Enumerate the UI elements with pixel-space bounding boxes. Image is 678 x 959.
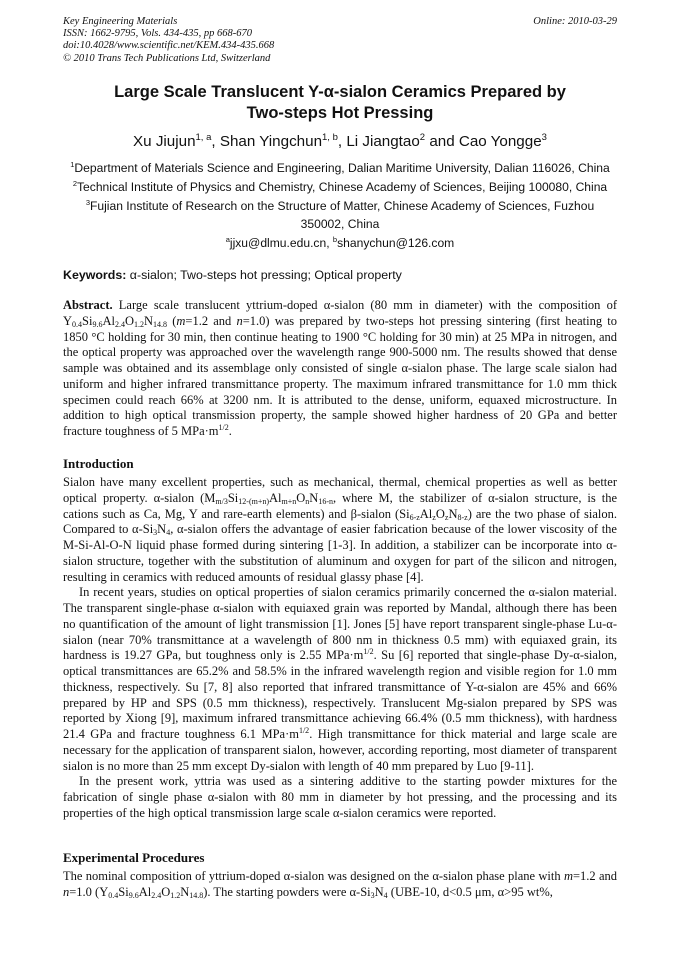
introduction-body [63, 475, 617, 822]
abstract-text: Si [82, 313, 93, 328]
abstract-text: =1.2 and [185, 313, 237, 328]
body-text: N [374, 884, 384, 899]
body-text: =1.2 and [572, 869, 617, 883]
author-separator: , [211, 133, 220, 150]
body-text: O [296, 490, 306, 505]
affiliation-text: Technical Institute of Physics and Chemistry, Chinese Academy of Sciences, Beijing 100080, China [77, 180, 608, 195]
body-text: N [448, 506, 458, 521]
subscript: n [305, 496, 310, 506]
subscript: 3 [370, 890, 375, 900]
introduction-paragraph-1 [63, 475, 617, 585]
body-text: Si [118, 884, 129, 899]
paper-title-line-2: Two-steps Hot Pressing [246, 104, 434, 122]
author-superscript: 2 [419, 132, 426, 143]
variable-m: m [563, 869, 573, 883]
affiliation-2 [63, 179, 617, 196]
body-text: Si [227, 490, 239, 505]
body-text: , α-sialon offers the advantage of easier fabrication because of the lower viscosity of the M-Si-Al-O-N liquid phase formed during sintering [1-3]. In addition, a stabilizer can be incorporate into α-sialon structure, together with the substitution of aluminum and oxygen for part of the silicon and nitrogen, resulting in ceramics with reduced amounts of residual glassy phase [4]. [63, 522, 617, 584]
subscript: 2.4 [114, 319, 125, 329]
abstract-text: O [124, 313, 134, 328]
body-text: In recent years, studies on optical properties of sialon ceramics primarily concerned the α-sialon material. The transparent single-phase α-sialon with equiaxed grain was reported by Mandal, although there has been no quantification of the amount of light transmission [1]. Jones [5] have report transparent single-phase Lu-α-sialon (near 70% transmittance at a wavelength of 800 nm in thickness 0.5 mm) with equiaxed grain, its hardness is 19.27 GPa, but toughness only is 2.55 MPa·m [63, 585, 617, 663]
body-text: Al [269, 490, 282, 505]
affiliation-text: Department of Materials Science and Engineering, Dalian Maritime University, Dalian 116026, China [74, 161, 610, 175]
paper-title-line-1: Large Scale Translucent Y-α-sialon Ceramics Prepared by [114, 83, 566, 101]
introduction-heading: Introduction [63, 456, 134, 471]
affiliation-marker: 2 [72, 179, 77, 189]
abstract-text: . [228, 424, 232, 438]
journal-header [63, 16, 617, 65]
keywords-text: α-sialon; Two-steps hot pressing; Optical property [129, 268, 402, 282]
abstract-paragraph [63, 298, 617, 440]
variable-n: n [236, 313, 243, 328]
subscript: 2.4 [151, 890, 162, 900]
variable-n: n [63, 884, 70, 899]
body-text: N [180, 884, 190, 899]
abstract-text: ( [167, 313, 177, 328]
subscript: z [444, 512, 449, 522]
subscript: 0.4 [108, 890, 119, 900]
body-text: =1.0 (Y [69, 884, 109, 899]
author-list [63, 132, 617, 152]
affiliation-list [63, 160, 617, 254]
subscript: z [432, 512, 436, 522]
author-separator: and [425, 133, 459, 150]
body-text: ). The starting powders were α-Si [203, 884, 371, 899]
email-address[interactable]: jjxu@dlmu.edu.cn, [229, 235, 333, 250]
body-text: . High transmittance for thick material and large scale are necessary for the application of transparent sialon, however, according reporting, most diameter of transparent sialon is no more than 25 mm except Dy-sialon with length of 40 mm prepared by Luo [9-11]. [63, 727, 617, 773]
body-text: (UBE-10, d<0.5 μm, α>95 wt%, [387, 884, 553, 899]
copyright-line: © 2010 Trans Tech Publications Ltd, Switzerland [63, 52, 271, 64]
subscript: 4 [166, 528, 171, 538]
affiliation-marker: 1 [70, 160, 75, 169]
body-text: N [309, 490, 319, 505]
subscript: 3 [153, 528, 158, 538]
subscript: 14.8 [153, 319, 168, 329]
subscript: 9.6 [92, 319, 103, 329]
paper-title [63, 82, 617, 124]
affiliation-text: Fujian Institute of Research on the Structure of Matter, Chinese Academy of Sciences, Fuzhou 350002, China [90, 199, 595, 231]
body-text: ) are the two phase of sialon. Compared to α-Si [63, 506, 617, 537]
subscript: 1.2 [170, 890, 181, 900]
body-text: Al [138, 884, 152, 899]
subscript: 6-z [409, 512, 420, 522]
abstract-text: Al [102, 313, 115, 328]
body-text: N [157, 522, 167, 537]
subscript: 9.6 [128, 890, 139, 900]
body-text: Sialon have many excellent properties, such as mechanical, thermal, chemical properties as well as better optical property. α-sialon (M [63, 475, 617, 505]
subscript: 16-n [318, 496, 333, 506]
body-text: Al [419, 506, 433, 521]
author-name: Li Jiangtao [346, 133, 420, 150]
abstract [63, 298, 617, 440]
online-date: Online: 2010-03-29 [533, 16, 617, 27]
author-name: Cao Yongge [458, 133, 542, 150]
body-text: O [161, 884, 171, 899]
author-separator: , [337, 133, 347, 150]
superscript: 1/2 [298, 726, 310, 735]
subscript: m/3 [215, 496, 228, 506]
body-text: , where M, the stabilizer of α-sialon structure, is the cations such as Ca, Mg, Y and rare-earth elements) and β-sialon (Si [63, 490, 617, 521]
body-text: The nominal composition of yttrium-doped α-sialon was designed on the α-sialon phase plane with [63, 869, 564, 883]
subscript: 12-(m+n) [238, 496, 270, 506]
email-marker: b [332, 234, 338, 244]
email-marker: a [225, 234, 230, 244]
superscript: 1/2 [363, 647, 374, 657]
introduction-paragraph-3: In the present work, yttria was used as a sintering additive to the starting powder mixtures for the fabrication of single phase α-sialon with 80 mm in diameter by hot pressing, and the processing and its properties of the high optical transmission large scale α-sialon ceramics were reported. [63, 774, 617, 820]
subscript: m+n [281, 496, 297, 506]
experimental-heading: Experimental Procedures [63, 850, 205, 865]
abstract-label: Abstract. [63, 298, 113, 312]
issn-line: ISSN: 1662-9795, Vols. 434-435, pp 668-670 [63, 28, 252, 40]
author-superscript: 3 [541, 132, 547, 143]
experimental-paragraph-1 [63, 869, 617, 901]
subscript: 4 [383, 890, 388, 900]
keywords-label: Keywords: [63, 268, 130, 282]
variable-m: m [176, 313, 186, 328]
subscript: 8-z [457, 512, 468, 522]
subscript: 14.8 [189, 890, 204, 900]
abstract-text: N [144, 313, 154, 328]
author-superscript: 1, a [195, 132, 212, 143]
affiliation-1 [63, 160, 617, 177]
superscript: 1/2 [218, 423, 229, 432]
introduction-paragraph-2 [63, 585, 617, 774]
author-superscript: 1, b [322, 132, 338, 143]
subscript: 0.4 [72, 319, 83, 329]
email-line [63, 235, 617, 252]
subscript: 1.2 [134, 319, 144, 329]
author-name: Shan Yingchun [219, 133, 323, 150]
email-address[interactable]: shanychun@126.com [337, 235, 455, 250]
affiliation-3 [63, 198, 617, 232]
affiliation-marker: 3 [85, 198, 90, 208]
body-text: . Su [6] reported that single-phase Dy-α-sialon, optical transmittances are 65.2% and 58.5% in the infrared wavelength region and visible region for 1.0 mm thickness, respectively. Su [7, 8] also reported that infrared transmittance of Y-α-sialon are 45% and 66% prepared by HP and SPS (0.5 mm thickness), respectively. Translucent Mg-sialon prepared by SPS was reported by Xiong [9], maximum infrared transmittance achieving 66.4% (0.5 mm thickness), with hardness 21.4 GPa and fracture toughness 6.1 MPa·m [63, 648, 617, 741]
abstract-text: =1.0) was prepared by two-steps hot pressing sintering (first heating to 1850 °C holding for 30 min, then continue heating to 1900 °C holding for 30 min) at 25 MPa in nitrogen, and the optical property was approached over the wavelength range 900-5000 nm. The results showed that dense sample was obtained and its assemblage only consisted of single α-sialon phase. The large scale sialon had uniform and higher infrared transmittance property. The maximum infrared transmittance for 1.0 mm thick specimen could reach 66% at 3200 nm. It is attributed to the dense, uniform, equaxed microstructure. In addition to high optical transmission property, the sample showed higher hardness of 20 GPa and better fracture toughness of 5 MPa·m [63, 313, 617, 438]
abstract-text: Large scale translucent yttrium-doped α-sialon (80 mm in diameter) with the composition of Y [63, 298, 617, 328]
body-text: O [435, 506, 445, 521]
experimental-body [63, 869, 617, 901]
keywords [63, 267, 617, 283]
doi-line: doi:10.4028/www.scientific.net/KEM.434-435.668 [63, 40, 275, 52]
journal-name: Key Engineering Materials [63, 16, 178, 27]
author-name: Xu Jiujun [133, 133, 196, 150]
